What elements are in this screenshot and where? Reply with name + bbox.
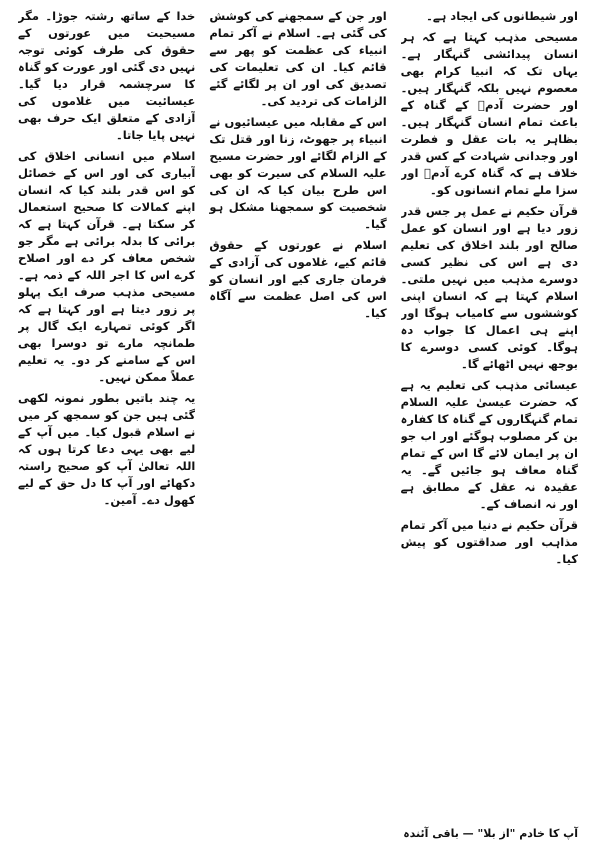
paragraph: اس کے مقابلہ میں عیسائیوں نے انبیاء پر جھوٹ، زنا اور قتل تک کے الزام لگائے اور حضرت مسیح علیہ السلام کی سیرت کو بھی اس طرح بیان کیا کہ ان کی شخصیت کو سمجھنا مشکل ہو گیا۔ [209,115,387,231]
paragraph: قرآن حکیم نے عمل پر جس قدر زور دیا ہے اور انسان کو عمل صالح اور بلند اخلاق کی تعلیم دی ہے اس کی نظیر کسی دوسرے مذہب میں نہیں ملتی۔ اسلام کہتا ہے کہ انسان اپنی کوششوں سے کامیاب ہوگا اور اپنے ہی اعمال کا جواب دہ ہوگا۔ کوئی کسی دوسرے کا بوجھ نہیں اٹھائے گا۔ [400,204,578,371]
paragraph: خدا کے ساتھ رشتہ جوڑا۔ مگر مسیحیت میں عورتوں کے حقوق کی طرف کوئی توجہ نہیں دی گئی اور عورت کو گناہ کا سرچشمہ قرار دیا گیا۔ عیسائیت میں غلاموں کی آزادی کے متعلق ایک حرف بھی نہیں پایا جاتا۔ [18,9,196,142]
paragraph: اور جن کے سمجھنے کی کوشش کی گئی ہے۔ اسلام نے آکر تمام انبیاء کی عظمت کو پھر سے قائم کیا۔ ان کی تعلیمات کی تصدیق کی اور ان پر لگائے گئے الزامات کی تردید کی۔ [209,9,387,108]
paragraph: یہ چند باتیں بطور نمونہ لکھی گئی ہیں جن کو سمجھ کر میں نے اسلام قبول کیا۔ میں آپ کے لیے بھی یہی دعا کرتا ہوں کہ اللہ تعالیٰ آپ کو صحیح راستہ دکھائے اور آپ کا دل حق کے لیے کھول دے۔ آمین۔ [18,391,196,507]
paragraph: اسلام نے عورتوں کے حقوق قائم کیے، غلاموں کی آزادی کے فرمان جاری کیے اور انسان کو اس کی اصل عظمت سے آگاہ کیا۔ [209,238,387,320]
paragraph: مسیحی مذہب کہتا ہے کہ ہر انسان پیدائشی گنہگار ہے۔ یہاں تک کہ انبیا کرام بھی معصوم نہیں بلکہ گنہگار ہیں۔ اور حضرت آدمؑ کے گناہ کے باعث تمام انسان گنہگار ہیں۔ بظاہر یہ بات عقل و فطرت اور وجدانی شہادت کے کس قدر خلاف ہے کہ گناہ کرے آدمؑ اور سزا ملے تمام انسانوں کو۔ [400,30,578,197]
paragraph: قرآن حکیم نے دنیا میں آکر تمام مذاہب اور صداقتوں کو پیش کیا۔ [400,518,578,566]
paragraph: اور شیطانوں کی ایجاد ہے۔ [426,9,578,23]
left-column [18,8,195,822]
page-footer [18,827,578,840]
footer-signature: آپ کا خادم "از بلا" — باقی آئندہ [403,827,578,840]
text-columns [18,8,578,822]
paragraph: عیسائی مذہب کی تعلیم یہ ہے کہ حضرت عیسیٰ علیہ السلام تمام گنہگاروں کے گناہ کا کفارہ بن کر مصلوب ہوگئے اور اب جو ان پر ایمان لائے گا اس کے تمام گناہ معاف ہو جائیں گے۔ یہ عقیدہ نہ عقل کے مطابق ہے اور نہ انصاف کے۔ [400,378,578,511]
paragraph: اسلام میں انسانی اخلاق کی آبیاری کی اور اس کے خصائل کو اس قدر بلند کیا کہ انسان اپنے کمالات کا صحیح استعمال کر سکتا ہے۔ قرآن کہتا ہے کہ برائی کا بدلہ برائی ہے مگر جو شخص معاف کر دے اور اصلاح کرے اس کا اجر اللہ کے ذمہ ہے۔ مسیحی مذہب صرف ایک پہلو پر زور دیتا ہے اور کہتا ہے کہ اگر کوئی تمہارے ایک گال پر طمانچہ مارے تو دوسرا بھی اس کے سامنے کر دو۔ یہ تعلیم عملاً ممکن نہیں۔ [18,149,196,384]
right-column [401,8,578,822]
middle-column [209,8,386,822]
